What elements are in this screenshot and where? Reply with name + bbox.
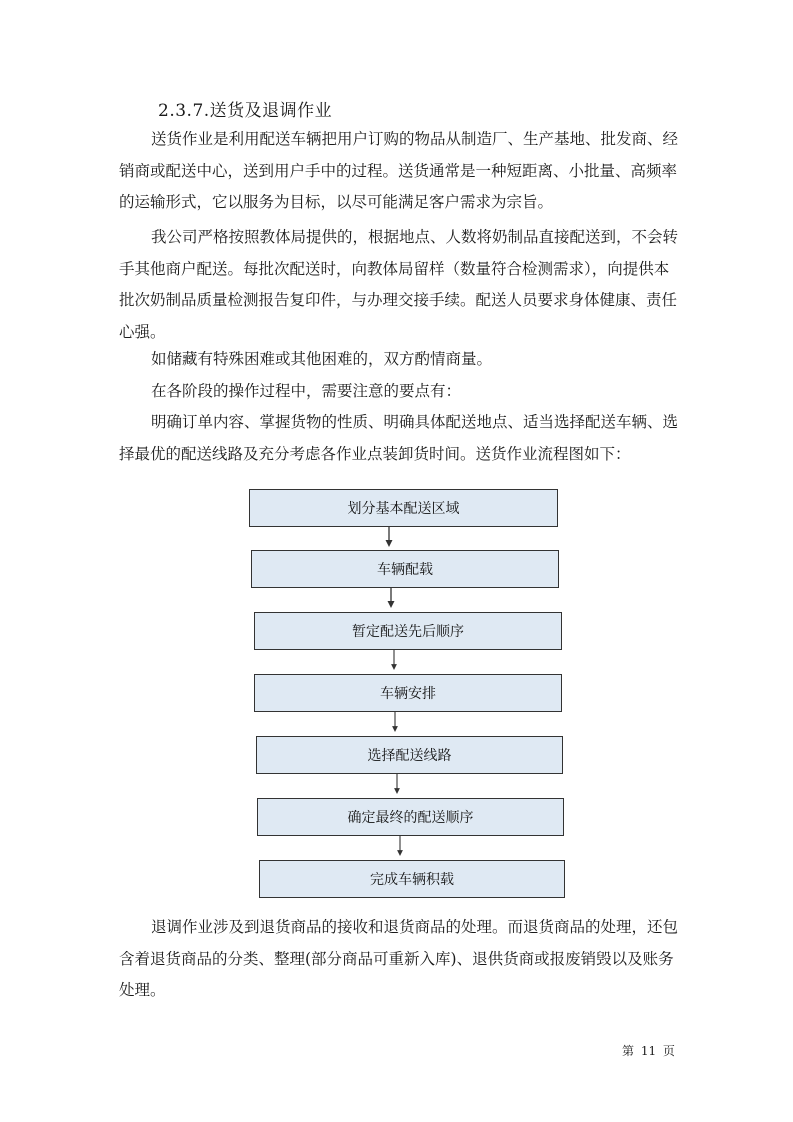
flow-arrow-1 [384, 527, 394, 547]
paragraph-return-handling: 退调作业涉及到退货商品的接收和退货商品的处理。而退货商品的处理，还包含着退货商品的分类、整理(部分商品可重新入库)、退供货商或报废销毁以及账务处理。 [119, 918, 679, 999]
flow-step-1: 划分基本配送区域 [249, 489, 558, 527]
flow-step-4: 车辆安排 [254, 674, 562, 712]
flow-step-7: 完成车辆积载 [259, 860, 565, 898]
paragraph-storage-difficulty: 如储藏有特殊困难或其他困难的，双方酌情商量。 [151, 350, 493, 368]
paragraph-key-points-intro: 在各阶段的操作过程中，需要注意的要点有： [151, 382, 462, 400]
flow-step-6: 确定最终的配送顺序 [257, 798, 564, 836]
page-number: 第 11 页 [622, 1044, 675, 1058]
flow-arrow-3 [389, 650, 399, 670]
flow-arrow-5 [392, 774, 402, 794]
paragraph-key-points: 明确订单内容、掌握货物的性质、明确具体配送地点、适当选择配送车辆、选择最优的配送线路及充分考虑各作业点装卸货时间。送货作业流程图如下： [119, 413, 679, 463]
section-heading: 2.3.7.送货及退调作业 [158, 101, 333, 121]
paragraph-company-policy: 我公司严格按照教体局提供的，根据地点、人数将奶制品直接配送到，不会转手其他商户配送。每批次配送时，向教体局留样（数量符合检测需求），向提供本批次奶制品质量检测报告复印件，与办理交接手续。配送人员要求身体健康、责任心强。 [119, 228, 679, 341]
flow-step-5: 选择配送线路 [256, 736, 563, 774]
paragraph-delivery-intro: 送货作业是利用配送车辆把用户订购的物品从制造厂、生产基地、批发商、经销商或配送中心，送到用户手中的过程。送货通常是一种短距离、小批量、高频率的运输形式，它以服务为目标，以尽可能满足客户需求为宗旨。 [119, 130, 679, 211]
flow-arrow-4 [390, 712, 400, 732]
flow-step-2: 车辆配载 [251, 550, 559, 588]
flow-arrow-2 [386, 588, 396, 608]
flow-step-3: 暂定配送先后顺序 [254, 612, 562, 650]
flow-arrow-6 [395, 836, 405, 856]
